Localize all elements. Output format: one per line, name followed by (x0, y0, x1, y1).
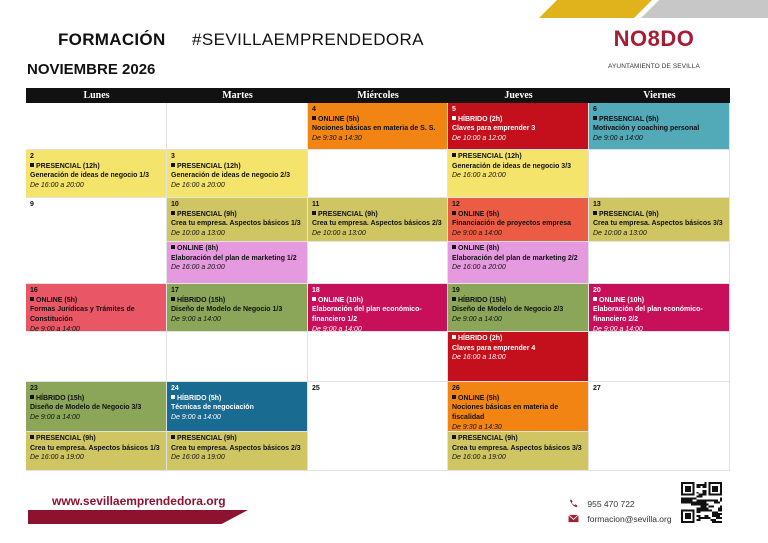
course-mode-label: PRESENCIAL (9h) (599, 210, 659, 218)
course-mode (593, 115, 725, 125)
calendar-cell-empty (26, 103, 167, 150)
course-title: Crea tu empresa. Aspectos básicos 2/3 (171, 444, 301, 452)
course-title: Crea tu empresa. Aspectos básicos 3/3 (452, 444, 582, 452)
course-cell (167, 382, 308, 432)
course-time: De 9:00 a 14:00 (452, 316, 502, 324)
bullet-square-icon (171, 211, 175, 215)
course-mode (171, 210, 303, 220)
bullet-square-icon (30, 297, 34, 301)
course-mode-label: ONLINE (5h) (458, 394, 500, 402)
bullet-square-icon (452, 153, 456, 157)
top-stripe-grey (641, 0, 768, 18)
bullet-square-icon (452, 297, 456, 301)
day-number: 2 (30, 153, 34, 160)
course-mode-label: PRESENCIAL (12h) (36, 162, 100, 170)
course-time: De 9:00 a 14:00 (171, 414, 221, 422)
bullet-square-icon (452, 335, 456, 339)
course-mode-label: PRESENCIAL (9h) (458, 435, 518, 442)
logo (608, 26, 700, 78)
day-number: 11 (312, 201, 320, 208)
bullet-square-icon (452, 116, 456, 120)
day-number: 13 (593, 201, 601, 208)
calendar-cell-empty (589, 150, 730, 198)
day-number: 9 (30, 201, 34, 208)
course-time: De 10:00 a 13:00 (312, 230, 366, 238)
hashtag: #SEVILLAEMPRENDEDORA (192, 30, 424, 49)
day-number: 20 (593, 287, 601, 294)
course-cell (26, 284, 167, 332)
day-number: 3 (171, 153, 175, 160)
calendar-cell (26, 198, 167, 284)
bullet-square-icon (171, 245, 175, 249)
day-number: 23 (30, 385, 38, 392)
course-mode (452, 152, 584, 162)
course-mode-label: HÍBRIDO (15h) (177, 296, 226, 304)
course-title: Crea tu empresa. Aspectos básicos 1/3 (171, 220, 301, 228)
weekday-wednesday: Miércoles (357, 90, 399, 101)
phone-number: 955 470 722 (587, 499, 635, 509)
course-title: Nociones básicas en materia de fiscalidad (452, 404, 559, 422)
course-title: Generación de ideas de negocio 1/3 (30, 172, 150, 180)
course-title: Técnicas de negociación (171, 404, 254, 412)
course-cell (167, 242, 308, 284)
course-title: Formas Jurídicas y Trámites de Constitución (30, 306, 135, 324)
calendar-cell-empty (26, 332, 167, 382)
course-title: Crea tu empresa. Aspectos básicos 1/3 (30, 444, 160, 452)
course-time: De 16:00 a 19:00 (171, 454, 225, 462)
course-cell (26, 382, 167, 432)
course-time: De 9:00 a 14:00 (452, 230, 502, 238)
course-time: De 16:00 a 20:00 (30, 182, 84, 190)
bullet-square-icon (171, 297, 175, 301)
calendar-cell-empty (308, 242, 448, 284)
course-time: De 9:00 a 14:00 (593, 135, 643, 143)
course-mode-label: ONLINE (8h) (177, 245, 219, 252)
course-time: De 16:00 a 20:00 (171, 264, 225, 272)
course-title: Generación de ideas de negocio 2/3 (171, 172, 291, 180)
bullet-square-icon (312, 297, 316, 301)
logo-subtitle: AYUNTAMIENTO DE SEVILLA (608, 63, 700, 70)
course-mode (452, 334, 584, 344)
course-mode (171, 434, 303, 444)
course-title: Nociones básicas en materia de S. S. (312, 125, 436, 133)
logo-wordmark: NO8DO (613, 26, 695, 51)
bullet-square-icon (312, 116, 316, 120)
course-time: De 9:00 a 14:00 (30, 325, 80, 332)
course-mode-label: ONLINE (10h) (318, 296, 364, 304)
day-number: 16 (30, 287, 38, 294)
course-cell (26, 432, 167, 471)
course-cell (448, 332, 589, 382)
email-address[interactable]: formacion@sevilla.org (587, 514, 672, 524)
calendar-grid (26, 88, 730, 471)
course-time: De 9:00 a 14:00 (593, 325, 643, 332)
bullet-square-icon (452, 211, 456, 215)
course-title: Claves para emprender 4 (452, 344, 536, 352)
day-number: 18 (312, 287, 320, 294)
course-mode (30, 394, 162, 404)
top-stripe-gold (539, 0, 652, 18)
calendar-cell-empty (589, 332, 730, 382)
course-cell (167, 198, 308, 242)
course-cell (167, 150, 308, 198)
course-title: Elaboración del plan de marketing 1/2 (171, 254, 297, 262)
course-mode (452, 296, 584, 306)
course-mode (312, 115, 443, 125)
bullet-square-icon (312, 211, 316, 215)
course-cell (448, 242, 589, 284)
course-mode-label: HÍBRIDO (2h) (458, 115, 503, 123)
course-title: Crea tu empresa. Aspectos básicos 2/3 (312, 220, 442, 228)
course-time: De 9:30 a 14:30 (452, 423, 502, 431)
course-mode-label: HÍBRIDO (15h) (36, 394, 85, 402)
course-mode (452, 210, 584, 220)
course-mode-label: ONLINE (5h) (458, 210, 500, 218)
course-mode-label: ONLINE (8h) (458, 245, 500, 252)
calendar-cell-empty (167, 103, 308, 150)
month-title: NOVIEMBRE 2026 (27, 61, 156, 78)
course-mode (171, 394, 303, 404)
weekday-thursday: Jueves (504, 90, 533, 101)
course-time: De 16:00 a 20:00 (452, 172, 506, 180)
course-cell (589, 198, 730, 242)
course-time: De 10:00 a 12:00 (452, 135, 506, 143)
course-time: De 10:00 a 13:00 (171, 230, 225, 238)
course-mode (452, 115, 584, 125)
course-cell (308, 284, 448, 332)
bullet-square-icon (593, 116, 597, 120)
bullet-square-icon (593, 211, 597, 215)
weekday-tuesday: Martes (222, 90, 253, 101)
course-mode (312, 296, 443, 306)
course-mode-label: HÍBRIDO (15h) (458, 296, 507, 304)
course-cell (448, 284, 589, 332)
bullet-square-icon (593, 297, 597, 301)
course-mode (593, 210, 725, 220)
course-title: Motivación y coaching personal (593, 125, 700, 133)
course-time: De 9:00 a 14:00 (171, 316, 221, 324)
email-contact (568, 514, 672, 524)
course-mode-label: ONLINE (10h) (599, 296, 645, 304)
day-number: 25 (312, 385, 320, 392)
course-cell (448, 150, 589, 198)
phone-contact (568, 499, 635, 509)
course-mode (171, 162, 303, 172)
course-title: Generación de ideas de negocio 3/3 (452, 162, 572, 170)
course-time: De 9:00 a 14:00 (312, 325, 362, 332)
bullet-square-icon (171, 435, 175, 439)
course-mode-label: PRESENCIAL (9h) (177, 210, 237, 218)
calendar-cell (589, 382, 730, 471)
course-title: Elaboración del plan económico-financiero 1/2 (312, 306, 422, 324)
course-mode-label: ONLINE (5h) (318, 115, 360, 123)
course-mode (452, 434, 584, 444)
course-title: Diseño de Modelo de Negocio 1/3 (171, 306, 283, 314)
day-number: 17 (171, 287, 179, 294)
footer-band (28, 510, 248, 524)
course-cell (589, 284, 730, 332)
course-mode (171, 296, 303, 306)
course-time: De 16:00 a 19:00 (30, 454, 84, 462)
bullet-square-icon (452, 245, 456, 249)
course-cell (448, 432, 589, 471)
course-mode (30, 434, 162, 444)
calendar-cell-empty (308, 150, 448, 198)
page-title: FORMACIÓN (58, 30, 166, 49)
course-title: Diseño de Modelo de Negocio 3/3 (30, 404, 142, 412)
course-mode (30, 296, 162, 306)
weekday-header (26, 88, 730, 103)
course-mode (452, 244, 584, 254)
bullet-square-icon (30, 163, 34, 167)
course-mode (171, 244, 303, 254)
bullet-square-icon (30, 435, 34, 439)
course-mode (30, 162, 162, 172)
day-number: 10 (171, 201, 179, 208)
course-title: Crea tu empresa. Aspectos básicos 3/3 (593, 220, 723, 228)
course-title: Financiación de proyectos empresa (452, 220, 572, 228)
course-cell (589, 103, 730, 150)
course-time: De 16:00 a 18:00 (452, 354, 506, 362)
calendar-cell-empty (167, 332, 308, 382)
course-time: De 16:00 a 19:00 (452, 454, 506, 462)
course-cell (308, 103, 448, 150)
course-time: De 10:00 a 13:00 (593, 230, 647, 238)
course-mode-label: ONLINE (5h) (36, 296, 78, 304)
phone-icon (568, 499, 579, 508)
bullet-square-icon (171, 163, 175, 167)
course-title: Elaboración del plan de marketing 2/2 (452, 254, 578, 262)
course-cell (448, 103, 589, 150)
course-cell (448, 198, 589, 242)
course-mode-label: PRESENCIAL (12h) (458, 153, 522, 160)
calendar-cell (308, 382, 448, 471)
course-mode (312, 210, 443, 220)
course-mode-label: PRESENCIAL (9h) (318, 210, 378, 218)
course-cell (167, 284, 308, 332)
bullet-square-icon (171, 395, 175, 399)
calendar-cell-empty (308, 332, 448, 382)
day-number: 6 (593, 106, 597, 113)
course-mode-label: PRESENCIAL (9h) (177, 435, 237, 442)
course-mode (452, 394, 584, 404)
bullet-square-icon (452, 395, 456, 399)
mail-icon (568, 514, 579, 523)
qr-code (681, 482, 722, 523)
course-time: De 9:30 a 14:30 (312, 135, 362, 143)
course-cell (448, 382, 589, 432)
weekday-friday: Viernes (643, 90, 676, 101)
course-time: De 16:00 a 20:00 (171, 182, 225, 190)
course-title: Elaboración del plan económico-financiero 2/2 (593, 306, 703, 324)
course-time: De 16:00 a 20:00 (452, 264, 506, 272)
weekday-monday: Lunes (83, 90, 110, 101)
day-number: 12 (452, 201, 460, 208)
course-cell (167, 432, 308, 471)
course-time: De 9:00 a 14:00 (30, 414, 80, 422)
course-cell (308, 198, 448, 242)
course-mode-label: HÍBRIDO (2h) (458, 335, 503, 342)
course-title: Claves para emprender 3 (452, 125, 536, 133)
bullet-square-icon (452, 435, 456, 439)
course-mode (593, 296, 725, 306)
website-link[interactable]: www.sevillaemprendedora.org (52, 494, 226, 508)
course-mode-label: PRESENCIAL (9h) (36, 435, 96, 442)
day-number: 4 (312, 106, 316, 113)
day-number: 5 (452, 106, 456, 113)
course-mode-label: PRESENCIAL (12h) (177, 162, 241, 170)
day-number: 26 (452, 385, 460, 392)
bullet-square-icon (30, 395, 34, 399)
course-mode-label: HÍBRIDO (5h) (177, 394, 222, 402)
day-number: 27 (593, 385, 601, 392)
course-title: Diseño de Modelo de Negocio 2/3 (452, 306, 564, 314)
day-number: 19 (452, 287, 460, 294)
calendar-cell-empty (589, 242, 730, 284)
day-number: 24 (171, 385, 179, 392)
course-cell (26, 150, 167, 198)
course-mode-label: PRESENCIAL (5h) (599, 115, 659, 123)
